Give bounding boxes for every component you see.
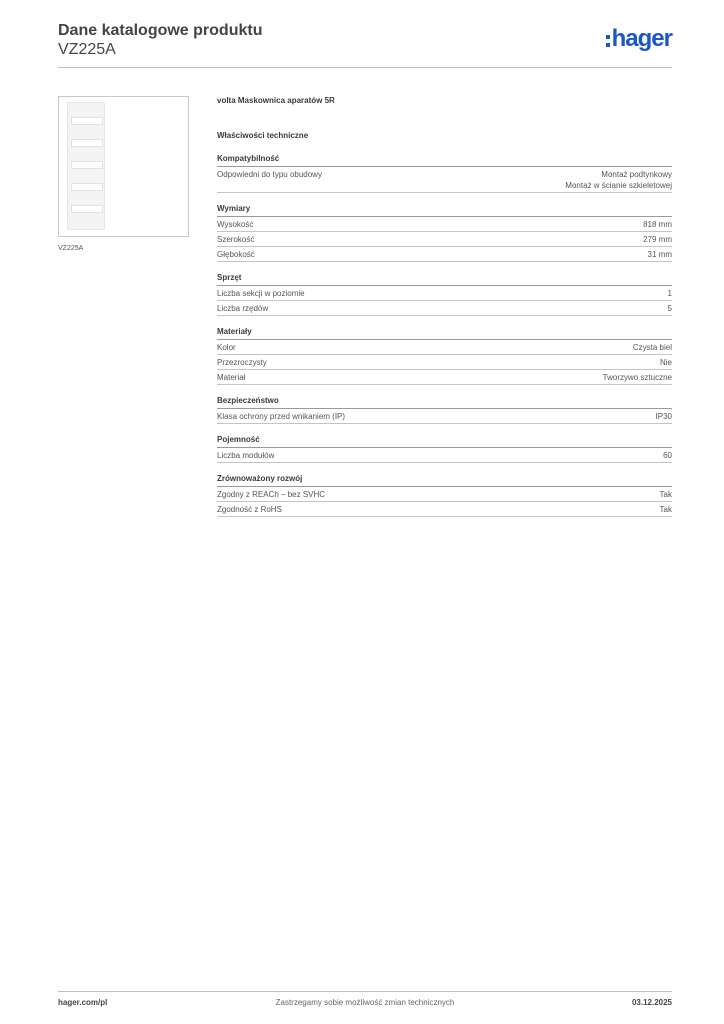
spec-row bbox=[217, 502, 672, 517]
spec-label: Liczba modułów bbox=[217, 451, 275, 460]
spec-section-materials bbox=[217, 327, 672, 385]
section-title: Kompatybilność bbox=[217, 154, 672, 167]
spec-row bbox=[217, 232, 672, 247]
module-slot-icon bbox=[71, 205, 103, 213]
page-header bbox=[58, 22, 672, 59]
spec-row bbox=[217, 247, 672, 262]
spec-value: IP30 bbox=[655, 412, 672, 421]
spec-row bbox=[217, 167, 672, 193]
module-slot-icon bbox=[71, 117, 103, 125]
spec-label: Wysokość bbox=[217, 220, 254, 229]
spec-value: 279 mm bbox=[643, 235, 672, 244]
section-title: Sprzęt bbox=[217, 273, 672, 286]
spec-section-safety bbox=[217, 396, 672, 424]
spec-label: Liczba rzędów bbox=[217, 304, 269, 313]
document-title: Dane katalogowe produktu bbox=[58, 22, 263, 39]
spec-row bbox=[217, 409, 672, 424]
spec-label: Klasa ochrony przed wnikaniem (IP) bbox=[217, 412, 346, 421]
spec-label: Głębokość bbox=[217, 250, 255, 259]
spec-section-compatibility bbox=[217, 154, 672, 193]
spec-value: Czysta biel bbox=[632, 343, 672, 352]
product-specs bbox=[217, 96, 672, 528]
spec-value: Tworzywo sztuczne bbox=[602, 373, 672, 382]
spec-value: 60 bbox=[663, 451, 672, 460]
cover-panel-illustration bbox=[67, 102, 105, 230]
section-title: Materiały bbox=[217, 327, 672, 340]
section-title: Wymiary bbox=[217, 204, 672, 217]
spec-label: Liczba sekcji w poziomie bbox=[217, 289, 305, 298]
spec-label: Materiał bbox=[217, 373, 246, 382]
spec-label: Szerokość bbox=[217, 235, 255, 244]
module-slot-icon bbox=[71, 139, 103, 147]
spec-label: Zgodny z REACh – bez SVHC bbox=[217, 490, 326, 499]
spec-value: Tak bbox=[659, 490, 672, 499]
spec-value: Tak bbox=[659, 505, 672, 514]
spec-row bbox=[217, 487, 672, 502]
spec-row bbox=[217, 340, 672, 355]
spec-value: Nie bbox=[659, 358, 672, 367]
spec-value: 818 mm bbox=[643, 220, 672, 229]
logo-mark-icon bbox=[606, 35, 610, 47]
header-divider bbox=[58, 67, 672, 68]
section-title: Bezpieczeństwo bbox=[217, 396, 672, 409]
spec-row bbox=[217, 301, 672, 316]
spec-label: Odpowiedni do typu obudowy bbox=[217, 170, 322, 179]
product-name: volta Maskownica aparatów 5R bbox=[217, 96, 335, 105]
product-code: VZ225A bbox=[58, 41, 116, 58]
spec-label: Przezroczysty bbox=[217, 358, 267, 367]
spec-value: 5 bbox=[667, 304, 672, 313]
image-caption: VZ225A bbox=[58, 245, 84, 252]
spec-section-dimensions bbox=[217, 204, 672, 262]
section-title: Pojemność bbox=[217, 435, 672, 448]
spec-label: Zgodność z RoHS bbox=[217, 505, 282, 514]
technical-properties-title: Właściwości techniczne bbox=[217, 131, 309, 140]
spec-row bbox=[217, 448, 672, 463]
logo-text: hager bbox=[611, 25, 672, 52]
disclaimer-text: Zastrzegamy sobie możliwość zmian technicznych bbox=[275, 998, 455, 1007]
module-slot-icon bbox=[71, 183, 103, 191]
spec-value: Montaż podtynkowy Montaż w ścianie szkieletowej bbox=[565, 170, 672, 190]
spec-row bbox=[217, 370, 672, 385]
spec-row bbox=[217, 286, 672, 301]
hager-logo bbox=[606, 27, 672, 51]
spec-value: 31 mm bbox=[647, 250, 672, 259]
spec-value: 1 bbox=[667, 289, 672, 298]
website-link[interactable]: hager.com/pl bbox=[58, 998, 108, 1007]
spec-row bbox=[217, 217, 672, 232]
section-title: Zrównoważony rozwój bbox=[217, 474, 672, 487]
spec-row bbox=[217, 355, 672, 370]
spec-section-hardware bbox=[217, 273, 672, 316]
module-slot-icon bbox=[71, 161, 103, 169]
document-date: 03.12.2025 bbox=[631, 998, 672, 1007]
product-image bbox=[58, 96, 189, 237]
spec-section-capacity bbox=[217, 435, 672, 463]
spec-label: Kolor bbox=[217, 343, 236, 352]
footer-divider bbox=[58, 991, 672, 992]
spec-section-sustainability bbox=[217, 474, 672, 517]
